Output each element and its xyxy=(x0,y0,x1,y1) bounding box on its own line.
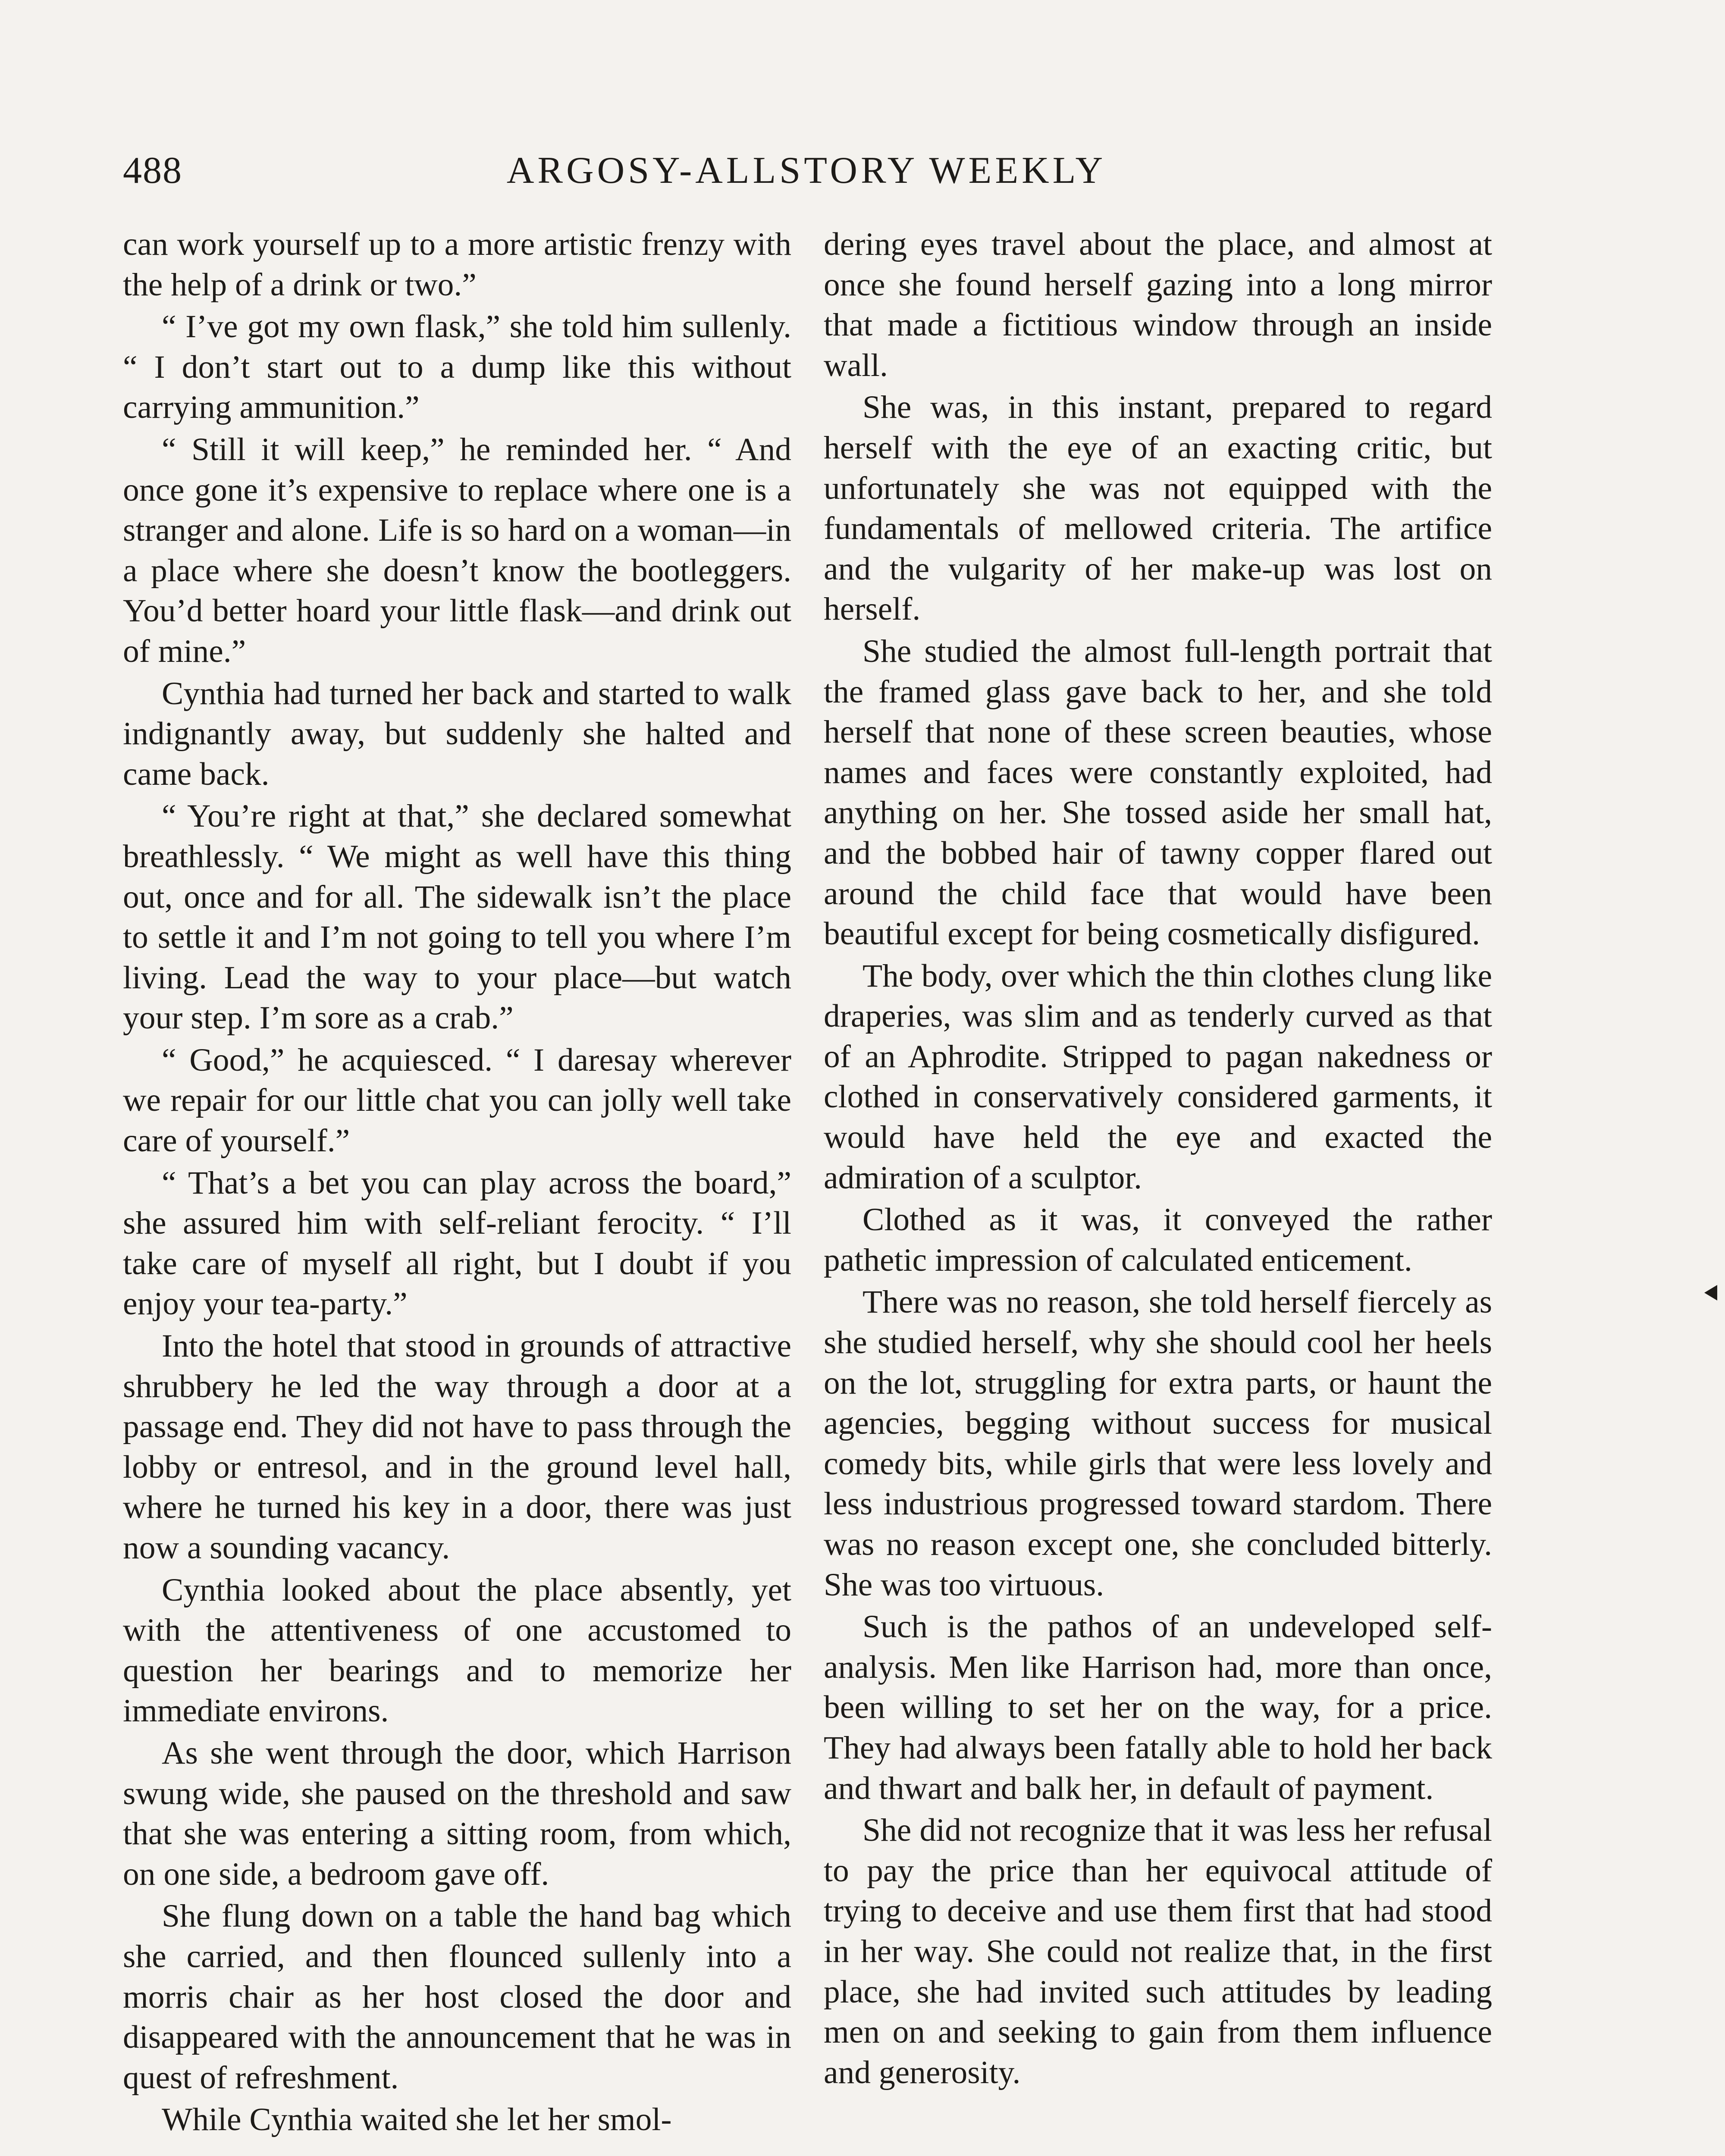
paragraph: There was no reason, she told herself fiercely as she studied herself, why she should cool her heels on the lot, struggling for extra parts, or haunt the agencies, begging without success for musical comedy bits, while girls that were less lovely and less industrious progressed toward stardom. There was no reason except one, she concluded bitterly. She was too virtuous. xyxy=(824,1284,1492,1603)
paragraph: The body, over which the thin clothes clung like draperies, was slim and as tenderly curved as that of an Aphrodite. Stripped to pagan nakedness or clothed in conservatively considered garments, it would have held the eye and exacted the admiration of a sculptor. xyxy=(824,958,1492,1196)
paragraph: As she went through the door, which Harrison swung wide, she paused on the threshold and saw that she was entering a sitting room, from which, on one side, a bedroom gave off. xyxy=(123,1735,791,1892)
right-column xyxy=(824,224,1492,2094)
left-column xyxy=(123,224,791,2142)
paragraph: She was, in this instant, prepared to regard herself with the eye of an exacting critic, but unfortunately she was not equipped with the fundamentals of mellowed criteria. The artifice and the vulgarity of her make-up was lost on herself. xyxy=(824,389,1492,627)
paragraph: “ Still it will keep,” he reminded her. “ And once gone it’s expensive to replace where one is a stranger and alone. Life is so hard on a woman—in a place where she doesn’t know the bootleggers. You’d better hoard your little flask—and drink out of mine.” xyxy=(123,431,791,669)
paragraph: “ You’re right at that,” she declared somewhat breathlessly. “ We might as well have this thing out, once and for all. The sidewalk isn’t the place to settle it and I’m not going to tell you where I’m living. Lead the way to your place—but watch your step. I’m sore as a crab.” xyxy=(123,798,791,1036)
paragraph: While Cynthia waited she let her smol- xyxy=(162,2102,672,2138)
paragraph: Cynthia looked about the place absently, yet with the attentiveness of one accustomed to question her bearings and to memorize her immediate environs. xyxy=(123,1572,791,1729)
running-head: ARGOSY-ALLSTORY WEEKLY xyxy=(506,150,1107,191)
paragraph: She flung down on a table the hand bag which she carried, and then flounced sullenly into a morris chair as her host closed the door and disappeared with the announcement that he was in quest of refreshment. xyxy=(123,1898,791,2096)
paragraph: Cynthia had turned her back and started to walk indignantly away, but suddenly she halted and came back. xyxy=(123,675,791,792)
paragraph: She studied the almost full-length portrait that the framed glass gave back to her, and she told herself that none of these screen beauties, whose names and faces were constantly exploited, had anything on her. She tossed aside her small hat, and the bobbed hair of tawny copper flared out around the child face that would have been beautiful except for being cosmetically disfigured. xyxy=(824,633,1492,952)
paragraph: She did not recognize that it was less her refusal to pay the price than her equivocal attitude of trying to deceive and use them first that had stood in her way. She could not realize that, in the first place, she had invited such attitudes by leading men on and seeking to gain from them influence and generosity. xyxy=(824,1812,1492,2090)
paragraph: can work yourself up to a more artistic frenzy with the help of a drink or two.” xyxy=(123,226,791,303)
page-edge-arrow-icon xyxy=(1704,1285,1717,1300)
paragraph: Clothed as it was, it conveyed the rather pathetic impression of calculated enticement. xyxy=(824,1202,1492,1278)
paragraph: “ I’ve got my own flask,” she told him sullenly. “ I don’t start out to a dump like this without carrying ammunition.” xyxy=(123,309,791,426)
paragraph: dering eyes travel about the place, and almost at once she found herself gazing into a long mirror that made a fictitious window through an inside wall. xyxy=(824,226,1492,383)
paragraph: Into the hotel that stood in grounds of attractive shrubbery he led the way through a door at a passage end. They did not have to pass through the lobby or entresol, and in the ground level hall, where he turned his key in a door, there was just now a sounding vacancy. xyxy=(123,1328,791,1566)
paragraph: “ Good,” he acquiesced. “ I daresay wherever we repair for our little chat you can jolly well take care of yourself.” xyxy=(123,1042,791,1159)
paragraph: “ That’s a bet you can play across the board,” she assured him with self-reliant ferocity. “ I’ll take care of myself all right, but I doubt if you enjoy your tea-party.” xyxy=(123,1165,791,1322)
page-number: 488 xyxy=(123,150,182,191)
paragraph: Such is the pathos of an undeveloped self-analysis. Men like Harrison had, more than once, been willing to set her on the way, for a price. They had always been fatally able to hold her back and thwart and balk her, in default of payment. xyxy=(824,1609,1492,1806)
page-header xyxy=(123,149,1490,201)
